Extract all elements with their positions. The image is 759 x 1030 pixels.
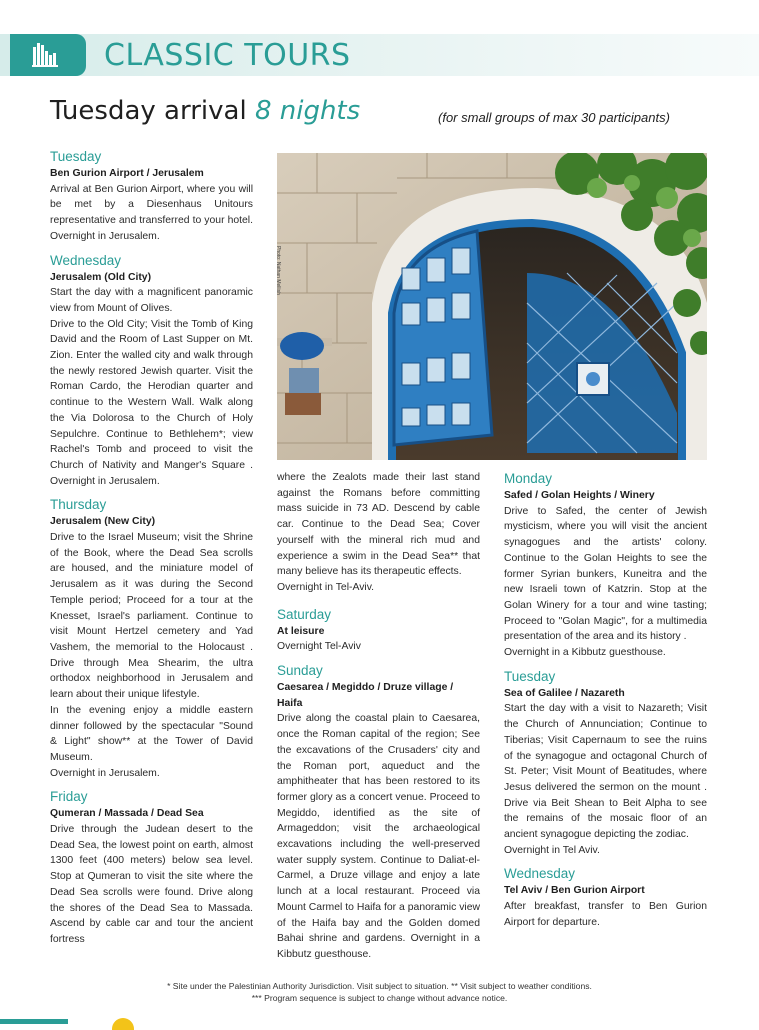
day-description: Arrival at Ben Gurion Airport, where you will be met by a Diesenhaus Unitours representative and transferred to your hotel. Overnight in Jerusalem. bbox=[50, 183, 253, 242]
day-name: Wednesday bbox=[504, 866, 576, 882]
tour-title-nights: 8 nights bbox=[254, 96, 361, 126]
day-description: Start the day with a visit to Nazareth; Visit the Church of Annunciation; Continue to Tiberias; Visit Capernaum to see the ruins of the synagogue and octagonal Church of St. Peter; Visit Mount of Beatitudes, where Jesus delivered the sermon on the mount . Drive via Beit Shean to Beit Alpha to see the remains of the mosaic floor of an ancient synagogue depicting the zodiac. Overnight in Tel Aviv. bbox=[504, 703, 707, 856]
day-route: Safed / Golan Heights / Winery bbox=[504, 490, 655, 501]
day-route: Caesarea / Megiddo / Druze village / Haifa bbox=[277, 682, 454, 709]
day-block-tuesday-arrival bbox=[50, 148, 253, 245]
city-skyline-icon bbox=[32, 43, 62, 67]
day-description: Overnight Tel-Aviv bbox=[277, 641, 361, 653]
brand-logo bbox=[10, 34, 86, 76]
day-route: Tel Aviv / Ben Gurion Airport bbox=[504, 885, 645, 897]
friday-description-continued: where the Zealots made their last stand against the Romans before committing mass suicide in 73 AD. Descend by cable car. Continue to the Dead Sea; Cover yourself with the mineral rich mud and experience a swim in the Dead Sea** that many believe has its therapeutic effects. Overnight in Tel-Aviv. bbox=[277, 472, 480, 593]
day-description: After breakfast, transfer to Ben Gurion Airport for departure. bbox=[504, 901, 707, 928]
tour-photo-blue-door bbox=[277, 153, 707, 460]
photo-credit: Photo: Nathan Mellish bbox=[275, 246, 281, 295]
day-block-saturday bbox=[277, 606, 480, 655]
day-name: Tuesday bbox=[50, 149, 102, 164]
day-route: Ben Gurion Airport / Jerusalem bbox=[50, 168, 204, 179]
day-route: Qumeran / Massada / Dead Sea bbox=[50, 808, 204, 820]
stone-wall-arched-door-image bbox=[277, 153, 707, 460]
day-block-thursday bbox=[50, 496, 253, 781]
day-name: Saturday bbox=[277, 606, 332, 622]
day-block-friday bbox=[50, 788, 253, 947]
day-block-tuesday-galilee bbox=[504, 668, 707, 859]
page-corner-dot bbox=[112, 1018, 134, 1030]
section-title: CLASSIC TOURS bbox=[104, 38, 351, 73]
day-description: Drive through the Judean desert to the Dead Sea, the lowest point on earth, almost 1300 feet (400 meters) below sea level. Stop at Qumeran to visit the site where the Dead Sea scrolls were found. Drive along the shores of the Dead Sea to Massada. Ascend by cable car and tour the ancient fortress bbox=[50, 824, 253, 945]
itinerary-column-3 bbox=[504, 470, 707, 938]
footnotes bbox=[0, 980, 759, 1004]
day-description: Drive along the coastal plain to Caesarea, once the Roman capital of the region; See the excavations of the Crusaders' city and the Roman port, aqueduct and the amphitheater that has been restored to its former glory as a concert venue. Proceed to Megiddo, identified as the site of Armageddon; visit the archaeological excavations including the well-preserved water supply system. Continue to Daliat-el-Carmel, a Druze village and enjoy a late lunch at a local restaurant. Proceed via Mount Carmel to Haifa for a panoramic view of the Haifa bay and the Golden domed Bahai shrine and gardens. Overnight in a Kibbutz guesthouse. bbox=[277, 713, 480, 960]
day-description: Drive to the Israel Museum; visit the Shrine of the Book, where the Dead Sea scrolls are housed, and the miniature model of Jerusalem as it was during the Second Temple period; Proceed for a tour at the Knesset, Israel's parliament. Continue to visit Mount Hertzel cemetery and Yad Vashem, the memorial to the Holocaust . Drive through Mea Shearim, the ultra orthodox neighborhood in Jerusalem and learn about their unique lifestyle. In the evening enjoy a middle eastern dinner followed by the spectacular "Sound & Light" show** at the Tower of David Museum. Overnight in Jerusalem. bbox=[50, 532, 253, 779]
day-route: At leisure bbox=[277, 625, 325, 637]
day-block-wednesday-departure bbox=[504, 865, 707, 930]
page-corner-bar bbox=[0, 1019, 68, 1024]
day-name: Sunday bbox=[277, 663, 323, 679]
day-description: Drive to Safed, the center of Jewish mysticism, where you will visit the ancient synagogues and the artists' colony. Continue to the Golan Heights to see the former Syrian bunkers, Kuneitra and the new Israeli town of Katzrin. Stop at the Golan Winery for a tour and wine tasting; Proceed to "Golan Magic", for a multimedia presentation of the area and its history . Overnight in a Kibbutz guesthouse. bbox=[504, 505, 707, 659]
day-block-wednesday-old-city bbox=[50, 252, 253, 490]
day-description: Start the day with a magnificent panoramic view from Mount of Olives. Drive to the Old City; Visit the Tomb of King David and the Room of Last Supper on Mt. Zion. Enter the walled city and walk through the newly restored Jewish quarter. Visit the Roman Cardo, the Herodian quarter and continue to the Western Wall. Walk along the Via Dolorosa to the Church of Holy Sepulchre. Continue to Bethlehem*; view Rachel's Tomb and proceed to visit the Church of Nativity and Manger's Square . Overnight in Jerusalem. bbox=[50, 287, 253, 487]
footnote-line-1: * Site under the Palestinian Authority Jurisdiction. Visit subject to situation. ** Visit subject to weather conditions. bbox=[167, 981, 592, 991]
day-route: Jerusalem (New City) bbox=[50, 516, 156, 528]
footnote-line-2: *** Program sequence is subject to change without advance notice. bbox=[251, 993, 508, 1003]
day-block-sunday bbox=[277, 662, 480, 963]
itinerary-column-2 bbox=[277, 470, 480, 970]
itinerary-column-1 bbox=[50, 148, 253, 955]
day-route: Sea of Galilee / Nazareth bbox=[504, 687, 625, 699]
group-size-note: (for small groups of max 30 participants) bbox=[438, 110, 670, 125]
tour-title bbox=[50, 96, 360, 126]
day-name: Tuesday bbox=[504, 668, 556, 684]
day-block-monday bbox=[504, 470, 707, 661]
day-name: Monday bbox=[504, 471, 553, 486]
day-name: Thursday bbox=[50, 497, 107, 513]
day-route: Jerusalem (Old City) bbox=[50, 271, 152, 283]
day-name: Friday bbox=[50, 789, 88, 805]
tour-title-arrival: Tuesday arrival bbox=[50, 96, 247, 126]
day-name: Wednesday bbox=[50, 252, 122, 268]
